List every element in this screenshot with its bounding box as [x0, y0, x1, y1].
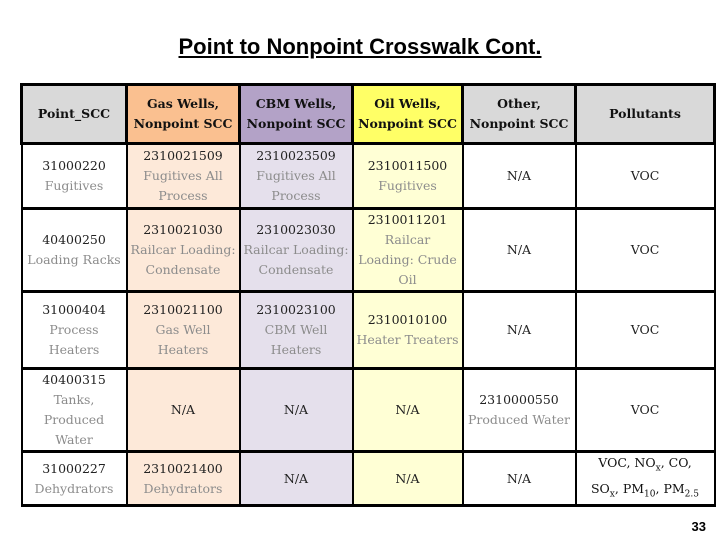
pollutant-text: 2.5 [684, 489, 699, 499]
cell-code: 2310011500 [367, 158, 448, 173]
table-cell [22, 452, 127, 506]
pollutant-text: 10 [644, 489, 656, 499]
table-row [22, 292, 715, 369]
cell-code: N/A [170, 402, 196, 417]
header-other: Other, Nonpoint SCC [463, 85, 576, 144]
cell-code: 2310000550 [479, 392, 559, 407]
cell-description: Railcar Loading: Condensate [130, 242, 236, 277]
cell-description: Fugitives [44, 178, 104, 193]
cell-code: VOC [630, 168, 660, 183]
cell-code: VOC [630, 322, 660, 337]
table-cell [353, 369, 463, 452]
header-pollutants: Pollutants [576, 85, 715, 144]
table-cell [576, 369, 715, 452]
table-cell [240, 209, 353, 292]
pollutant-text: x [609, 489, 615, 499]
pollutant-text: , PM [655, 480, 685, 496]
cell-code: 2310021030 [143, 222, 223, 237]
header-gas-wells: Gas Wells, Nonpoint SCC [127, 85, 240, 144]
cell-code: 2310010100 [367, 312, 448, 327]
cell-description: Fugitives All Process [256, 168, 336, 203]
cell-code: 2310021100 [143, 302, 223, 317]
table-cell [576, 209, 715, 292]
cell-description: Gas Well Heaters [155, 322, 211, 357]
cell-description: CBM Well Heaters [264, 322, 328, 357]
cell-description: Dehydrators [34, 480, 114, 496]
cell-code: 31000227 [42, 460, 106, 476]
table-cell [22, 292, 127, 369]
table-row [22, 209, 715, 292]
pollutant-text: x [655, 463, 661, 474]
pollutant-text: SO [590, 480, 610, 496]
table-cell [240, 292, 353, 369]
table-cell [240, 144, 353, 209]
table-cell [127, 452, 240, 506]
cell-code: N/A [283, 402, 309, 417]
cell-description: Loading Racks [27, 252, 121, 267]
cell-description: Fugitives All Process [143, 168, 223, 203]
table-cell [127, 209, 240, 292]
cell-code: VOC [630, 242, 660, 257]
table-cell [463, 292, 576, 369]
cell-description: Heater Treaters [356, 332, 459, 347]
slide-title: Point to Nonpoint Crosswalk Cont. [178, 34, 542, 59]
table-cell [22, 209, 127, 292]
cell-code: 40400250 [42, 232, 106, 247]
cell-description: Produced Water [468, 412, 570, 427]
cell-description: Process Heaters [48, 322, 100, 357]
table-cell [463, 452, 576, 506]
table-cell [576, 144, 715, 209]
cell-description: Dehydrators [143, 480, 223, 496]
table-cell [240, 369, 353, 452]
cell-code: N/A [506, 322, 532, 337]
cell-code: 2310011201 [367, 212, 448, 227]
table-cell [127, 369, 240, 452]
table-cell [127, 292, 240, 369]
table-cell [463, 369, 576, 452]
table-row [22, 452, 715, 506]
table-cell [463, 209, 576, 292]
table-cell [240, 452, 353, 506]
cell-code: 2310021400 [143, 460, 223, 476]
table-row [22, 144, 715, 209]
cell-code: 31000404 [42, 302, 106, 317]
cell-code: N/A [506, 168, 532, 183]
cell-code: N/A [506, 242, 532, 257]
header-point-scc: Point_SCC [22, 85, 127, 144]
table-cell [127, 144, 240, 209]
cell-code: 2310023509 [256, 148, 336, 163]
cell-code: 2310021509 [143, 148, 223, 163]
pollutant-text: VOC, NO [598, 455, 656, 470]
table-cell [576, 452, 715, 506]
table-cell [22, 369, 127, 452]
cell-code: N/A [506, 470, 532, 486]
pollutant-text: , PM [614, 480, 645, 496]
table-row [22, 369, 715, 452]
header-row [22, 85, 715, 144]
table-cell [353, 452, 463, 506]
cell-code: N/A [395, 402, 420, 417]
cell-code: N/A [283, 470, 309, 486]
cell-code: 2310023100 [256, 302, 336, 317]
cell-description: Railcar Loading: Condensate [243, 242, 349, 277]
cell-code: 2310023030 [256, 222, 336, 237]
cell-code: 31000220 [42, 158, 106, 173]
table-cell [353, 209, 463, 292]
table-cell [576, 292, 715, 369]
table-cell [463, 144, 576, 209]
table-cell [353, 144, 463, 209]
header-oil-wells: Oil Wells, Nonpoint SCC [353, 85, 463, 144]
table-cell [22, 144, 127, 209]
cell-description: Railcar Loading: Crude Oil [358, 232, 457, 287]
header-cbm-wells: CBM Wells, Nonpoint SCC [240, 85, 353, 144]
cell-code: N/A [395, 470, 420, 486]
table-cell [353, 292, 463, 369]
cell-code: 40400315 [42, 372, 106, 387]
cell-description: Tanks, Produced Water [43, 392, 105, 447]
pollutant-text: , CO, [660, 455, 692, 470]
cell-description: Fugitives [378, 178, 437, 193]
cell-code: VOC [630, 402, 660, 417]
page-number: 33 [691, 519, 706, 534]
crosswalk-table [20, 83, 716, 507]
